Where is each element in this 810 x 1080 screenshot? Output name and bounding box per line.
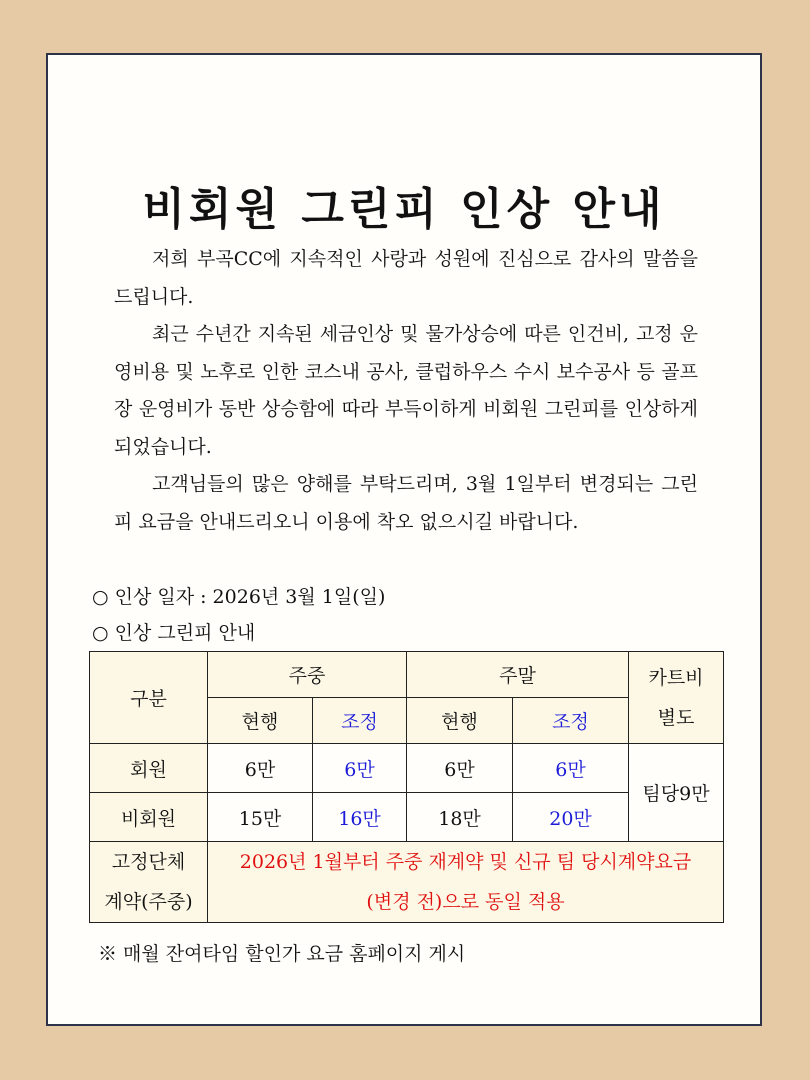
paragraph-reason: 최근 수년간 지속된 세금인상 및 물가상승에 따른 인건비, 고정 운영비용 및 노후로 인한 코스내 공사, 클럽하우스 수시 보수공사 등 골프장 운영비가 동반 상승함에 따라 부득이하게 비회원 그린피를 인상하게 되었습니다. (114, 323, 698, 458)
footnote: ※ 매월 잔여타임 할인가 요금 홈페이지 게시 (98, 943, 466, 965)
header-cart-line2: 별도 (657, 706, 695, 729)
row-label: 비회원 (90, 793, 208, 842)
row-label: 회원 (90, 744, 208, 793)
fixed-group-note-line2: (변경 전)으로 동일 적용 (366, 891, 565, 913)
increase-date: ○ 인상 일자 : 2026년 3월 1일(일) (92, 586, 386, 608)
weekday-adjusted-cell: 6만 (313, 744, 407, 793)
weekend-current-cell: 18만 (407, 793, 513, 842)
header-weekend-adjusted: 조정 (513, 698, 629, 744)
header-cart-line1: 카트비 (648, 666, 704, 689)
fixed-group-label-line2: 계약(주중) (104, 891, 193, 913)
info-list (92, 579, 385, 651)
weekday-adjusted-cell: 16만 (313, 793, 407, 842)
fee-guide-heading: ○ 인상 그린피 안내 (92, 622, 256, 644)
weekday-current-cell: 6만 (208, 744, 313, 793)
notice-body (114, 241, 698, 541)
paragraph-thanks: 저희 부곡CC에 지속적인 사랑과 성원에 진심으로 감사의 말씀을 드립니다. (114, 248, 698, 308)
weekday-current-cell: 15만 (208, 793, 313, 842)
fixed-group-note (208, 842, 724, 923)
header-weekend-current: 현행 (407, 698, 513, 744)
table-row-fixed-group (90, 842, 724, 923)
table-row-nonmember (90, 793, 724, 842)
header-weekday: 주중 (208, 652, 407, 698)
weekend-adjusted-cell: 20만 (513, 793, 629, 842)
fixed-group-label-line1: 고정단체 (111, 851, 186, 873)
header-weekday-current: 현행 (208, 698, 313, 744)
weekend-adjusted-cell: 6만 (513, 744, 629, 793)
table-header-row (90, 652, 724, 698)
page-title: 비회원 그린피 인상 안내 (142, 184, 666, 235)
header-cart-fee (629, 652, 724, 744)
weekend-current-cell: 6만 (407, 744, 513, 793)
table-row-member (90, 744, 724, 793)
header-weekday-adjusted: 조정 (313, 698, 407, 744)
cart-fee-cell: 팀당9만 (629, 744, 724, 842)
notice-card (46, 53, 762, 1026)
fixed-group-label (90, 842, 208, 923)
fixed-group-note-line1: 2026년 1월부터 주중 재계약 및 신규 팀 당시계약요금 (239, 851, 692, 873)
paragraph-request: 고객님들의 많은 양해를 부탁드리며, 3월 1일부터 변경되는 그린피 요금을 안내드리오니 이용에 착오 없으시길 바랍니다. (114, 473, 698, 533)
header-weekend: 주말 (407, 652, 629, 698)
greenfee-table (89, 651, 724, 923)
header-category: 구분 (90, 652, 208, 744)
